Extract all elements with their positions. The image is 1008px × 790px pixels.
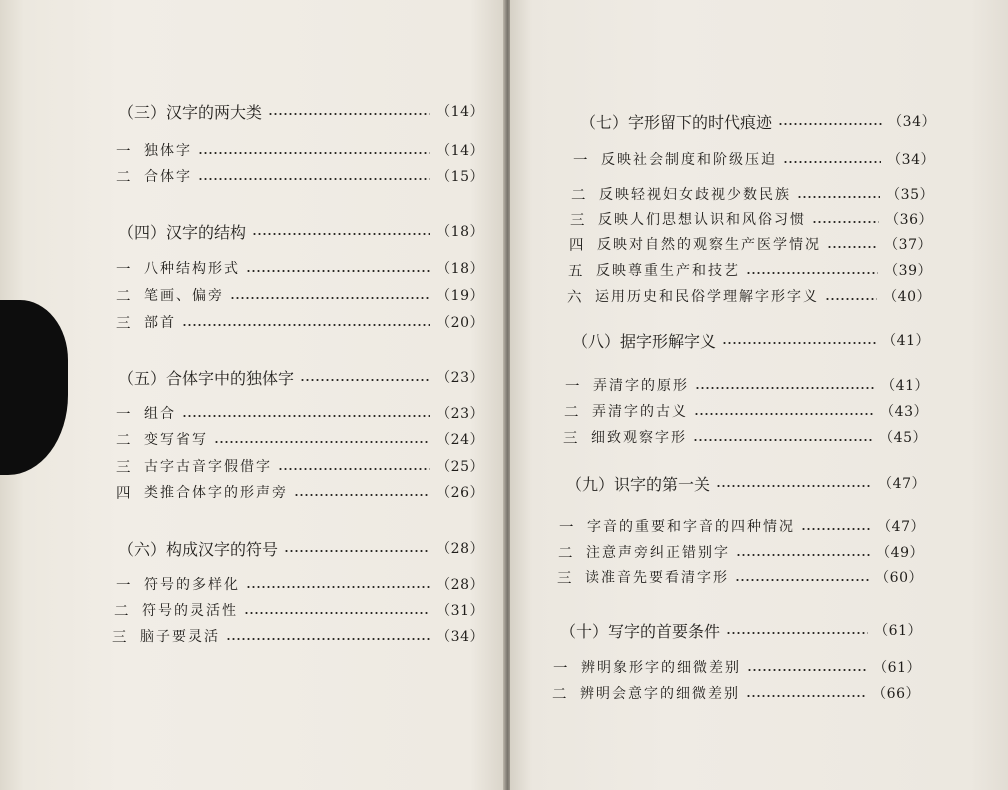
page-number: （61） [873, 660, 921, 676]
item-title: 反映人们思想认识和风俗习惯 [598, 212, 806, 228]
toc-item [559, 513, 925, 539]
item-number: 三 [570, 212, 585, 229]
page-number: （31） [436, 603, 484, 619]
item-title: 合体字 [144, 169, 192, 185]
toc-section-heading [566, 470, 926, 496]
toc-item [558, 539, 924, 565]
leader-dots [722, 342, 876, 344]
page-number: （35） [886, 187, 934, 203]
toc-section-heading [118, 364, 484, 390]
item-title: 反映尊重生产和技艺 [596, 263, 740, 279]
item-title: 符号的灵活性 [142, 603, 238, 619]
toc-item [116, 400, 484, 426]
toc-section-heading [118, 98, 484, 124]
toc-item [573, 146, 935, 172]
page-number: （43） [880, 404, 928, 420]
page-number: （19） [436, 288, 484, 304]
page-number: （14） [436, 143, 484, 159]
section-title: （七）字形留下的时代痕迹 [580, 112, 773, 132]
page-number: （49） [876, 545, 924, 561]
page-number: （28） [436, 541, 484, 557]
item-title: 组合 [144, 406, 176, 422]
toc-item [557, 564, 923, 590]
leader-dots [226, 638, 430, 640]
page-number: （34） [888, 114, 936, 130]
toc-item [116, 453, 484, 479]
leader-dots [300, 379, 430, 381]
leader-dots [726, 632, 868, 634]
item-number: 四 [116, 485, 131, 502]
leader-dots [214, 441, 430, 443]
leader-dots [278, 468, 430, 470]
leader-dots [294, 494, 430, 496]
page-number: （20） [436, 315, 484, 331]
item-number: 五 [568, 263, 583, 280]
leader-dots [735, 579, 869, 581]
page-number: （41） [881, 378, 929, 394]
item-title: 类推合体字的形声旁 [144, 485, 288, 501]
toc-item [565, 372, 929, 398]
toc-section-heading [118, 535, 484, 561]
page-number: （28） [436, 577, 484, 593]
item-number: 三 [116, 459, 131, 476]
leader-dots [198, 152, 430, 154]
leader-dots [778, 123, 882, 125]
section-title: （三）汉字的两大类 [118, 102, 263, 122]
page-number: （18） [436, 224, 484, 240]
page-number: （26） [436, 485, 484, 501]
leader-dots [801, 528, 871, 530]
item-title: 辨明象形字的细微差别 [581, 660, 741, 676]
toc-item [116, 137, 484, 163]
section-title: （八）据字形解字义 [572, 331, 717, 351]
leader-dots [246, 270, 430, 272]
item-number: 二 [564, 404, 579, 421]
leader-dots [252, 233, 430, 235]
toc-item [569, 231, 932, 257]
page-number: （34） [436, 629, 484, 645]
item-title: 运用历史和民俗学理解字形字义 [595, 289, 819, 305]
page-number: （23） [436, 406, 484, 422]
item-title: 注意声旁纠正错别字 [586, 545, 730, 561]
item-title: 辨明会意字的细微差别 [580, 686, 740, 702]
page-number: （47） [878, 476, 926, 492]
toc-item [112, 623, 484, 649]
item-number: 三 [112, 629, 127, 646]
page-number: （66） [872, 686, 920, 702]
toc-item [114, 597, 484, 623]
section-title: （十）写字的首要条件 [560, 621, 721, 641]
item-number: 一 [116, 261, 131, 278]
leader-dots [825, 298, 877, 300]
item-number: 二 [116, 288, 131, 305]
item-title: 独体字 [144, 143, 192, 159]
item-title: 细致观察字形 [591, 430, 687, 446]
toc-section-heading [572, 327, 930, 353]
item-number: 一 [573, 152, 588, 169]
item-title: 反映对自然的观察生产医学情况 [597, 237, 821, 253]
leader-dots [716, 485, 872, 487]
page-number: （23） [436, 370, 484, 386]
toc-item [567, 283, 931, 309]
leader-dots [694, 413, 874, 415]
page-number: （25） [436, 459, 484, 475]
toc-item [116, 479, 484, 505]
leader-dots [797, 196, 880, 198]
item-number: 六 [567, 289, 582, 306]
item-title: 笔画、偏旁 [144, 288, 224, 304]
item-number: 二 [116, 432, 131, 449]
item-number: 一 [116, 406, 131, 423]
page-number: （60） [875, 570, 923, 586]
item-number: 二 [558, 545, 573, 562]
item-number: 三 [557, 570, 572, 587]
item-number: 一 [116, 577, 131, 594]
item-number: 一 [565, 378, 580, 395]
leader-dots [812, 221, 879, 223]
toc-item [116, 255, 484, 281]
toc-item [116, 282, 484, 308]
leader-dots [747, 669, 867, 671]
leader-dots [268, 113, 430, 115]
item-number: 二 [114, 603, 129, 620]
item-title: 符号的多样化 [144, 577, 240, 593]
toc-item [116, 309, 484, 335]
section-title: （六）构成汉字的符号 [118, 539, 279, 559]
item-number: 二 [571, 187, 586, 204]
toc-item [563, 424, 927, 450]
toc-item [568, 257, 932, 283]
page-number: （47） [877, 519, 925, 535]
leader-dots [695, 387, 875, 389]
page-number: （61） [874, 623, 922, 639]
item-title: 八种结构形式 [144, 261, 240, 277]
page-number: （40） [883, 289, 931, 305]
section-title: （四）汉字的结构 [118, 222, 247, 242]
leader-dots [827, 246, 878, 248]
page-number: （37） [884, 237, 932, 253]
page-number: （41） [882, 333, 930, 349]
toc-item [116, 163, 484, 189]
page-number: （14） [436, 104, 484, 120]
item-title: 部首 [144, 315, 176, 331]
toc-item [116, 426, 484, 452]
item-number: 三 [563, 430, 578, 447]
leader-dots [284, 550, 430, 552]
item-title: 变写省写 [144, 432, 208, 448]
item-number: 三 [116, 315, 131, 332]
leader-dots [230, 297, 430, 299]
item-number: 二 [116, 169, 131, 186]
toc-section-heading [118, 218, 484, 244]
page-number: （15） [436, 169, 484, 185]
toc-item [564, 398, 928, 424]
item-number: 一 [553, 660, 568, 677]
page-number: （36） [885, 212, 933, 228]
toc-item [570, 206, 933, 232]
page-number: （18） [436, 261, 484, 277]
toc-section-heading [580, 108, 936, 134]
page-number: （45） [879, 430, 927, 446]
leader-dots [246, 586, 430, 588]
item-title: 字音的重要和字音的四种情况 [587, 519, 795, 535]
section-title: （九）识字的第一关 [566, 474, 711, 494]
toc-item [553, 654, 921, 680]
item-title: 反映社会制度和阶级压迫 [601, 152, 777, 168]
item-number: 一 [116, 143, 131, 160]
leader-dots [783, 161, 881, 163]
item-title: 弄清字的原形 [593, 378, 689, 394]
item-number: 二 [552, 686, 567, 703]
toc-item [116, 571, 484, 597]
leader-dots [746, 695, 866, 697]
leader-dots [182, 324, 430, 326]
item-title: 反映轻视妇女歧视少数民族 [599, 187, 791, 203]
toc-item [571, 181, 934, 207]
item-title: 古字古音字假借字 [144, 459, 272, 475]
page-number: （34） [887, 152, 935, 168]
page-number: （24） [436, 432, 484, 448]
item-title: 弄清字的古义 [592, 404, 688, 420]
leader-dots [198, 178, 430, 180]
toc-section-heading [560, 617, 922, 643]
section-title: （五）合体字中的独体字 [118, 368, 295, 388]
item-number: 四 [569, 237, 584, 254]
item-title: 读准音先要看清字形 [585, 570, 729, 586]
item-number: 一 [559, 519, 574, 536]
leader-dots [693, 439, 873, 441]
toc-item [552, 680, 920, 706]
leader-dots [244, 612, 430, 614]
page-number: （39） [884, 263, 932, 279]
leader-dots [182, 415, 430, 417]
leader-dots [736, 554, 870, 556]
leader-dots [746, 272, 878, 274]
item-title: 脑子要灵活 [140, 629, 220, 645]
